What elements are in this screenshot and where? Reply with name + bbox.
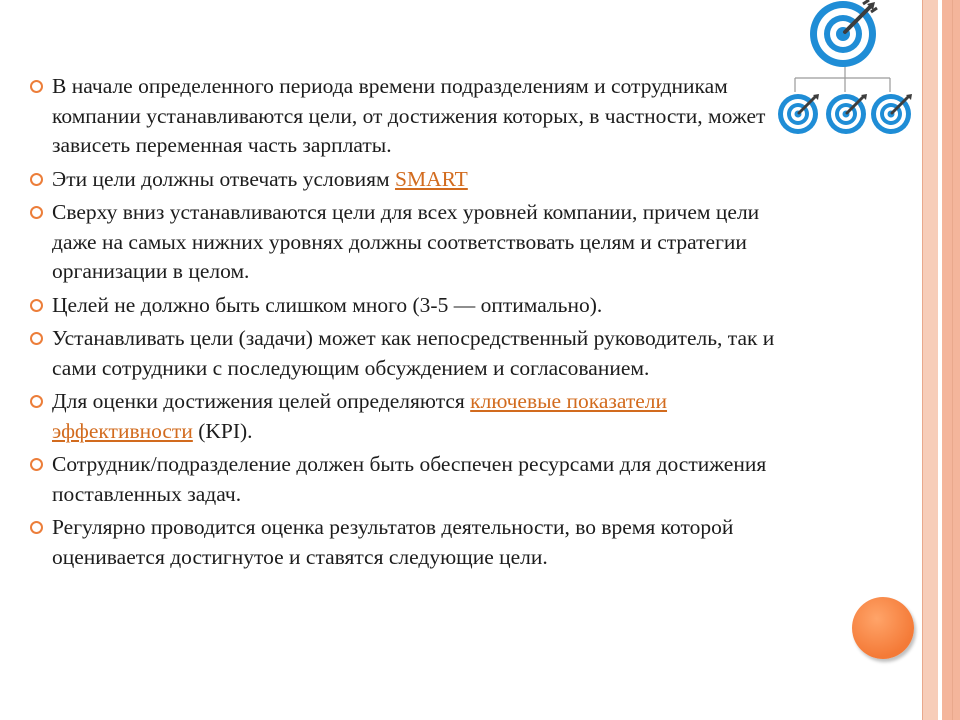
list-item	[30, 387, 800, 446]
kpi-link[interactable]: ключевые показатели эффективности	[52, 389, 668, 443]
item-text: Сотрудник/подразделение должен быть обеспечен ресурсами для достижения поставленных задач.	[52, 452, 767, 506]
item-text: Устанавливать цели (задачи) может как непосредственный руководитель, так и сами сотрудники с последующим обсуждением и согласованием.	[52, 326, 775, 380]
target-icon	[825, 92, 869, 136]
item-text: Целей не должно быть слишком много (3-5 — оптимально).	[52, 292, 603, 317]
bullet-icon	[30, 173, 43, 186]
bullet-icon	[30, 206, 43, 219]
item-text: Сверху вниз устанавливаются цели для всех уровней компании, причем цели даже на самых нижних уровнях должны соответствовать целям и стратегии организации в целом.	[52, 200, 760, 283]
item-text: Для оценки достижения целей определяются	[52, 389, 471, 413]
list-item	[30, 165, 800, 195]
list-item	[30, 450, 800, 509]
list-item	[30, 72, 800, 161]
item-text: Эти цели должны отвечать условиям	[52, 166, 396, 191]
bullet-list	[30, 72, 800, 576]
target-icon	[870, 92, 914, 136]
bullet-icon	[30, 299, 43, 312]
item-text: Регулярно проводится оценка результатов деятельности, во время которой оценивается достигнутое и ставятся следующие цели.	[52, 515, 734, 569]
bullet-icon	[30, 332, 43, 345]
border-line	[952, 0, 953, 720]
bullet-icon	[30, 395, 43, 408]
border-line	[922, 0, 923, 720]
bullet-icon	[30, 80, 43, 93]
target-icon	[805, 0, 885, 68]
orange-circle-icon	[852, 597, 914, 659]
list-item	[30, 513, 800, 572]
smart-link[interactable]: SMART	[395, 166, 468, 191]
item-text: В начале определенного периода времени подразделениям и сотрудникам компании устанавливаются цели, от достижения которых, в частности, может зависеть переменная часть зарплаты.	[52, 74, 766, 157]
item-text-after: (KPI).	[192, 418, 253, 443]
right-border-light	[922, 0, 938, 720]
bullet-icon	[30, 458, 43, 471]
bullet-icon	[30, 521, 43, 534]
list-item	[30, 291, 800, 321]
list-item	[30, 198, 800, 287]
right-border-mid	[942, 0, 960, 720]
list-item	[30, 324, 800, 383]
